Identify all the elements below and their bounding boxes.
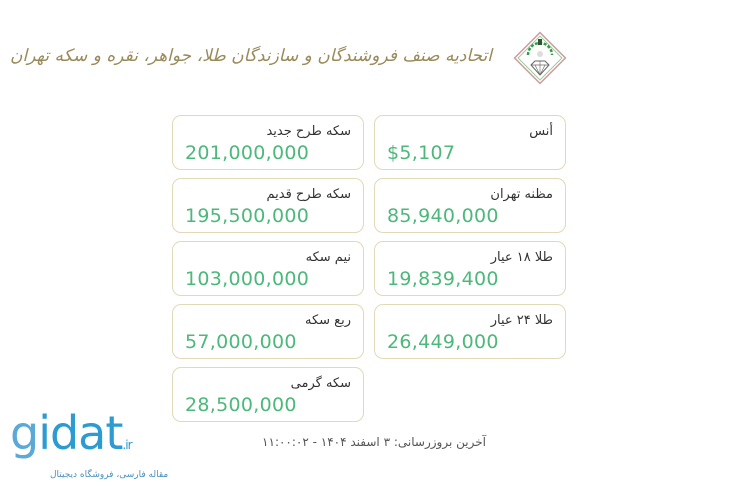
price-label: سکه طرح قدیم: [266, 187, 351, 202]
price-label: نیم سکه: [305, 250, 351, 265]
price-value: 19,839,400: [387, 268, 499, 290]
price-card-new-design-coin: [172, 115, 364, 170]
price-value: 28,500,000: [185, 394, 297, 416]
price-label: سکه گرمی: [290, 376, 351, 391]
price-value: 26,449,000: [387, 331, 499, 353]
price-value: 195,500,000: [185, 205, 310, 227]
header: [10, 28, 570, 88]
price-card-gram-coin: [172, 367, 364, 422]
price-card-old-design-coin: [172, 178, 364, 233]
price-card-gold-18k: [374, 241, 566, 296]
price-card-ounce: [374, 115, 566, 170]
price-value: 201,000,000: [185, 142, 310, 164]
watermark-logo: [10, 406, 169, 480]
price-value: $5,107: [387, 142, 456, 164]
price-label: طلا ۲۴ عیار: [490, 313, 553, 328]
price-value: 103,000,000: [185, 268, 310, 290]
price-card-tehran-mozaneh: [374, 178, 566, 233]
watermark-tagline: مقاله فارسی، فروشگاه دیجیتال: [50, 470, 169, 480]
diamond-emblem-icon: [510, 28, 570, 88]
price-card-quarter-coin: [172, 304, 364, 359]
price-label: سکه طرح جدید: [266, 124, 351, 139]
price-value: 57,000,000: [185, 331, 297, 353]
price-card-gold-24k: [374, 304, 566, 359]
price-card-half-coin: [172, 241, 364, 296]
union-title: اتحادیه صنف فروشندگان و سازندگان طلا، جواهر، نقره و سکه تهران: [10, 46, 492, 66]
price-value: 85,940,000: [387, 205, 499, 227]
price-label: طلا ۱۸ عیار: [490, 250, 553, 265]
price-label: مظنه تهران: [490, 187, 553, 202]
watermark-brand: gidat.ir: [10, 406, 132, 460]
last-update-text: آخرین بروزرسانی: ۳ اسفند ۱۴۰۴ - ۱۱:۰۰:۰۲: [262, 435, 486, 449]
price-label: أنس: [529, 124, 553, 139]
price-label: ربع سکه: [305, 313, 351, 328]
